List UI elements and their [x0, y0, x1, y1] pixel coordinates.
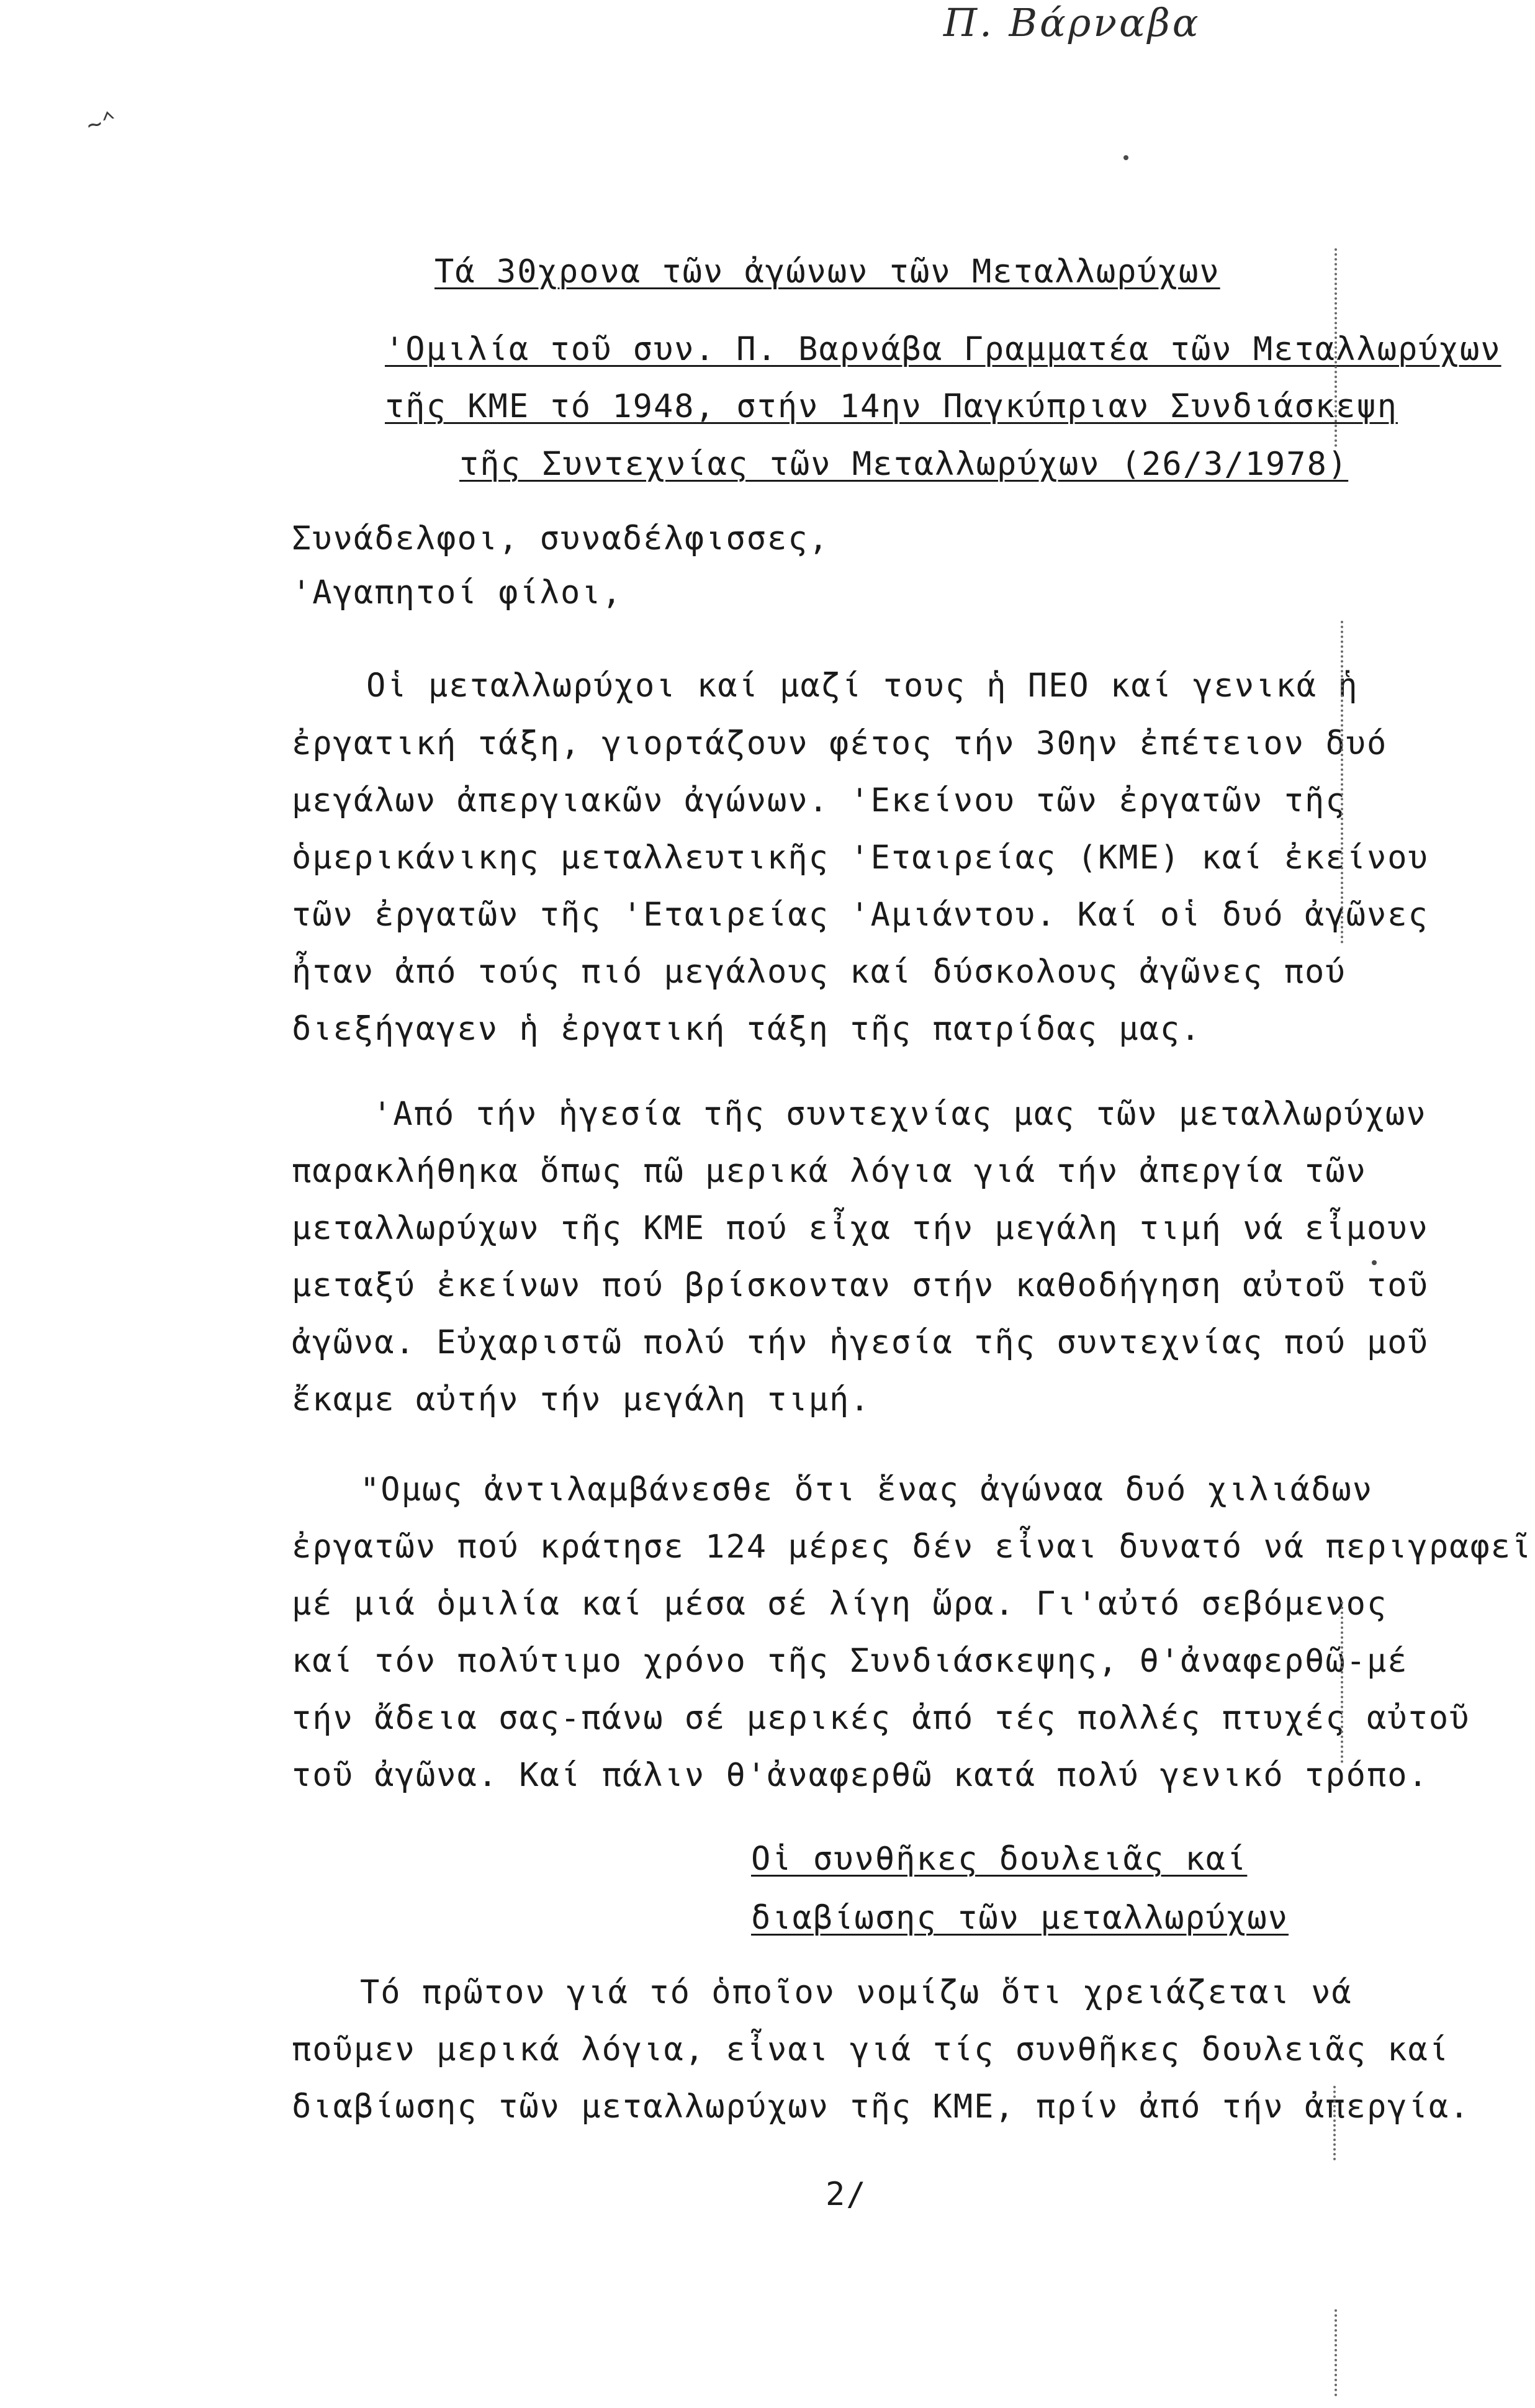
subtitle-line-2: τῆς ΚΜΕ τό 1948, στήν 14ην Παγκύπριαν Συνδιάσκεψη	[385, 388, 1398, 425]
salutation-line-1: Συνάδελφοι, συναδέλφισσες,	[292, 520, 829, 557]
paragraph-1-line: τῶν ἐργατῶν τῆς 'Εταιρείας 'Αμιάντου. Καί οἱ δυό ἀγῶνες	[292, 896, 1429, 934]
paragraph-2-line: ἔκαμε αὐτήν τήν μεγάλη τιμή.	[292, 1381, 871, 1418]
paragraph-2-line: παρακλήθηκα ὅπως πῶ μερικά λόγια γιά τήν ἀπεργία τῶν	[292, 1153, 1367, 1190]
subtitle-line-3: τῆς Συντεχνίας τῶν Μεταλλωρύχων (26/3/1978)	[459, 446, 1349, 483]
handwritten-annotation: Π. Βάρναβα	[943, 0, 1201, 45]
paragraph-3-line: τοῦ ἀγῶνα. Καί πάλιν θ'ἀναφερθῶ κατά πολύ γενικό τρόπο.	[292, 1757, 1429, 1794]
scan-dot	[1123, 155, 1128, 160]
paragraph-3-line: καί τόν πολύτιμο χρόνο τῆς Συνδιάσκεψης, θ'ἀναφερθῶ-μέ	[292, 1643, 1408, 1680]
paragraph-4-line: ποῦμεν μερικά λόγια, εἶναι γιά τίς συνθῆκες δουλειᾶς καί	[292, 2031, 1450, 2068]
scan-speckle	[1335, 248, 1344, 447]
paragraph-2-line: ἀγῶνα. Εὐχαριστῶ πολύ τήν ἡγεσία τῆς συντεχνίας πού μοῦ	[292, 1324, 1429, 1361]
paragraph-4-line: διαβίωσης τῶν μεταλλωρύχων τῆς ΚΜΕ, πρίν ἀπό τήν ἀπεργία.	[292, 2088, 1470, 2126]
pen-mark: ~⌃	[84, 106, 120, 140]
paragraph-2-line: 'Από τήν ἡγεσία τῆς συντεχνίας μας τῶν μεταλλωρύχων	[372, 1096, 1427, 1133]
paragraph-3-line: μέ μιά ὁμιλία καί μέσα σέ λίγη ὥρα. Γι'αὐτό σεβόμενος	[292, 1585, 1388, 1623]
paragraph-1-line: ἐργατική τάξη, γιορτάζουν φέτος τήν 30ην ἐπέτειον δυό	[292, 725, 1388, 762]
salutation-line-2: 'Αγαπητοί φίλοι,	[292, 574, 623, 611]
paragraph-3-line: ἐργατῶν πού κράτησε 124 μέρες δέν εἶναι δυνατό νά περιγραφεῖ	[292, 1528, 1533, 1566]
paragraph-3-line: "Ομως ἀντιλαμβάνεσθε ὅτι ἕνας ἀγώναα δυό χιλιάδων	[360, 1471, 1374, 1508]
page-number: 2/	[826, 2176, 867, 2213]
scan-dot	[1372, 1260, 1377, 1265]
scan-speckle	[1341, 1602, 1351, 1763]
section-heading-line-2: διαβίωσης τῶν μεταλλωρύχων	[751, 1900, 1289, 1937]
scan-speckle	[1333, 2086, 1343, 2160]
paragraph-1-line: διεξήγαγεν ἡ ἐργατική τάξη τῆς πατρίδας μας.	[292, 1011, 1202, 1048]
subtitle-line-1: 'Ομιλία τοῦ συν. Π. Βαρνάβα Γραμματέα τῶν Μεταλλωρύχων	[385, 331, 1501, 368]
paragraph-2-line: μεταλλωρύχων τῆς ΚΜΕ πού εἶχα τήν μεγάλη τιμή νά εἶμουν	[292, 1210, 1429, 1247]
scan-speckle	[1335, 2309, 1344, 2396]
paragraph-2-line: μεταξύ ἐκείνων πού βρίσκονταν στήν καθοδήγηση αὐτοῦ τοῦ	[292, 1267, 1429, 1304]
paragraph-1-line: ἦταν ἀπό τούς πιό μεγάλους καί δύσκολους ἀγῶνες πού	[292, 954, 1346, 991]
paragraph-1-line: ὁμερικάνικης μεταλλευτικῆς 'Εταιρείας (ΚΜΕ) καί ἐκείνου	[292, 839, 1429, 877]
paragraph-4-line: Τό πρῶτον γιά τό ὁποῖον νομίζω ὅτι χρειάζεται νά	[360, 1974, 1353, 2011]
paragraph-3-line: τήν ἄδεια σας-πάνω σέ μερικές ἀπό τές πολλές πτυχές αὐτοῦ	[292, 1700, 1470, 1737]
document-title: Τά 30χρονα τῶν ἀγώνων τῶν Μεταλλωρύχων	[434, 253, 1220, 291]
scan-speckle	[1341, 621, 1351, 944]
paragraph-1-line: Οἱ μεταλλωρύχοι καί μαζί τους ἡ ΠΕΟ καί γενικά ἡ	[366, 667, 1359, 705]
paragraph-1-line: μεγάλων ἀπεργιακῶν ἀγώνων. 'Εκείνου τῶν ἐργατῶν τῆς	[292, 782, 1346, 819]
section-heading-line-1: Οἱ συνθῆκες δουλειᾶς καί	[751, 1841, 1248, 1878]
